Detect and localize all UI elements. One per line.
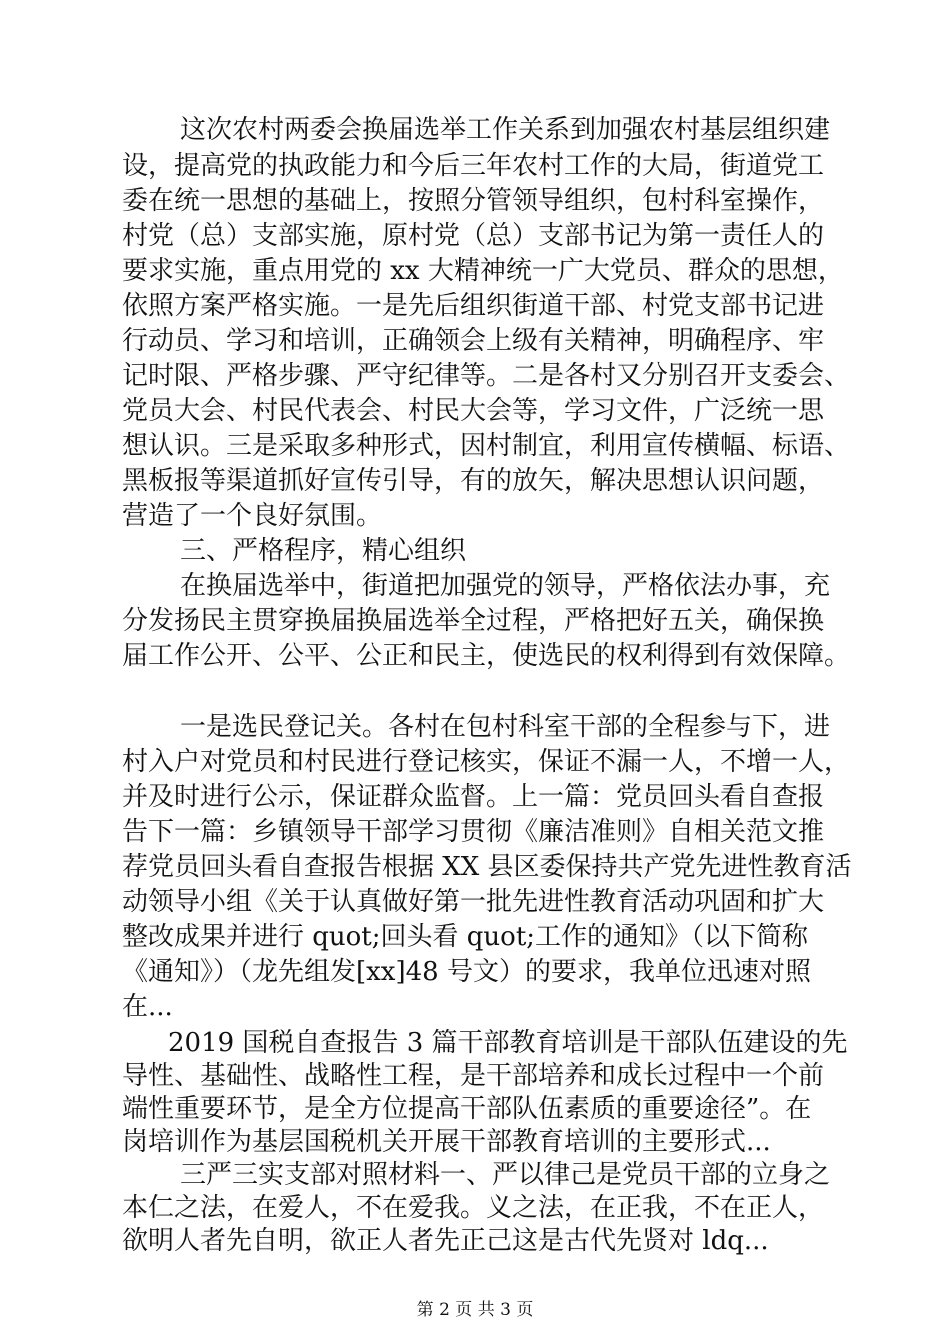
paragraph-line: 欲明人者先自明，欲正人者先正己这是古代先贤对 ldq... bbox=[122, 1226, 769, 1256]
paragraph-line: 岗培训作为基层国税机关开展干部教育培训的主要形式... bbox=[122, 1127, 771, 1157]
paragraph-line: 2019 国税自查报告 3 篇干部教育培训是干部队伍建设的先 bbox=[168, 1028, 848, 1058]
paragraph-line: 《通知》）（龙先组发[xx]48 号文）的要求，我单位迅速对照 bbox=[122, 957, 811, 987]
paragraph-line: 营造了一个良好氛围。 bbox=[122, 501, 383, 531]
paragraph-line: 并及时进行公示，保证群众监督。上一篇：党员回头看自查报 bbox=[122, 782, 825, 812]
paragraph-line: 告下一篇：乡镇领导干部学习贯彻《廉洁准则》自相关范文推 bbox=[122, 817, 825, 847]
paragraph-line: 这次农村两委会换届选举工作关系到加强农村基层组织建 bbox=[180, 115, 831, 145]
paragraph-line: 委在统一思想的基础上，按照分管领导组织，包村科室操作， bbox=[122, 186, 825, 216]
section-heading: 三、严格程序，精心组织 bbox=[180, 536, 467, 566]
paragraph-line: 记时限、严格步骤、严守纪律等。二是各村又分别召开支委会、 bbox=[122, 361, 851, 391]
paragraph-line: 届工作公开、公平、公正和民主，使选民的权利得到有效保障。 bbox=[122, 641, 851, 671]
paragraph-line: 三严三实支部对照材料一、严以律己是党员干部的立身之 bbox=[180, 1160, 831, 1190]
paragraph-line: 端性重要环节，是全方位提高干部队伍素质的重要途径”。在 bbox=[122, 1094, 812, 1124]
paragraph-line: 在... bbox=[122, 992, 173, 1022]
paragraph-line: 黑板报等渠道抓好宣传引导，有的放矢，解决思想认识问题， bbox=[122, 466, 825, 496]
paragraph-line: 村党（总）支部实施，原村党（总）支部书记为第一责任人的 bbox=[122, 221, 825, 251]
paragraph-line: 分发扬民主贯穿换届换届选举全过程，严格把好五关，确保换 bbox=[122, 606, 825, 636]
paragraph-line: 设，提高党的执政能力和今后三年农村工作的大局，街道党工 bbox=[122, 151, 825, 181]
paragraph-line: 依照方案严格实施。一是先后组织街道干部、村党支部书记进 bbox=[122, 291, 825, 321]
paragraph-line: 党员大会、村民代表会、村民大会等，学习文件，广泛统一思 bbox=[122, 396, 825, 426]
paragraph-line: 本仁之法，在爱人，不在爱我。义之法，在正我，不在正人， bbox=[122, 1193, 825, 1223]
paragraph-line: 动领导小组《关于认真做好第一批先进性教育活动巩固和扩大 bbox=[122, 887, 825, 917]
paragraph-line: 村入户对党员和村民进行登记核实，保证不漏一人，不增一人， bbox=[122, 747, 851, 777]
paragraph-line: 在换届选举中，街道把加强党的领导，严格依法办事，充 bbox=[180, 571, 831, 601]
paragraph-line: 一是选民登记关。各村在包村科室干部的全程参与下，进 bbox=[180, 712, 831, 742]
paragraph-line: 导性、基础性、战略性工程，是干部培养和成长过程中一个前 bbox=[122, 1061, 825, 1091]
paragraph-line: 想认识。三是采取多种形式，因村制宜，利用宣传横幅、标语、 bbox=[122, 431, 851, 461]
page-number-footer: 第 2 页 共 3 页 bbox=[416, 1300, 534, 1320]
paragraph-line: 荐党员回头看自查报告根据 XX 县区委保持共产党先进性教育活 bbox=[122, 852, 852, 882]
paragraph-line: 要求实施，重点用党的 xx 大精神统一广大党员、群众的思想， bbox=[122, 256, 844, 286]
paragraph-line: 行动员、学习和培训，正确领会上级有关精神，明确程序、牢 bbox=[122, 326, 825, 356]
paragraph-line: 整改成果并进行 quot;回头看 quot;工作的通知》（以下简称 bbox=[122, 922, 809, 952]
